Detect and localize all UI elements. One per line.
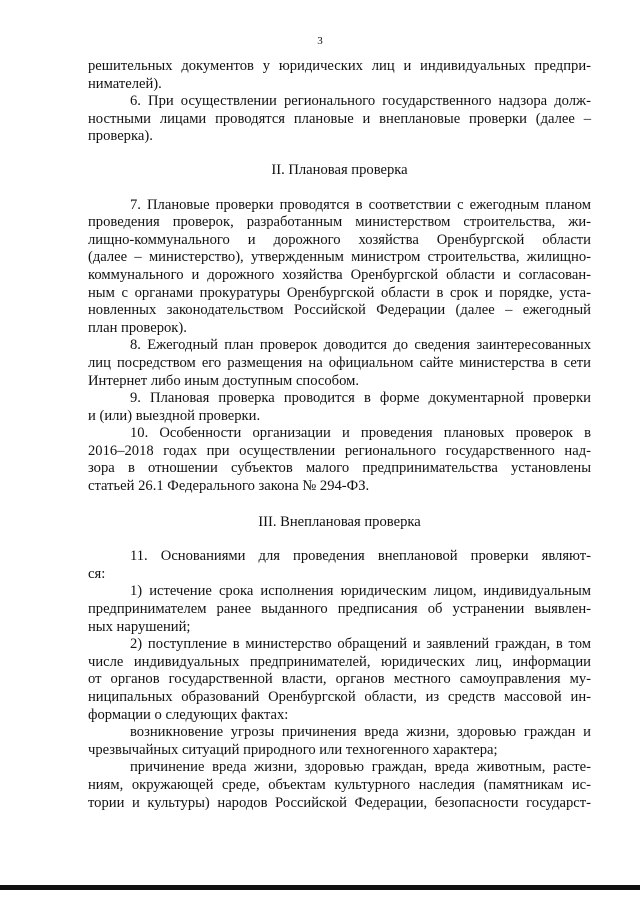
page-number: 3 xyxy=(317,35,323,47)
fact-1-line: возникновение угрозы причинения вреда жизни, здоровью граждан и xyxy=(130,724,591,741)
text-line: ных нарушений; xyxy=(88,618,191,635)
text-line: тории и культуры) народов Российской Федерации, безопасности государст- xyxy=(88,794,591,811)
text-line: лиц посредством его размещения на официальном сайте министерства в сети xyxy=(88,354,591,371)
text-line: от органов государственной власти, органов местного самоуправления му- xyxy=(88,671,591,688)
text-line: Интернет либо иным доступным способом. xyxy=(88,372,359,389)
section-heading-ii: II. Плановая проверка xyxy=(271,161,408,178)
text-line: лищно-коммунального и дорожного хозяйства Оренбургской области xyxy=(88,231,591,248)
bottom-rule xyxy=(0,885,640,890)
fact-2-line: причинение вреда жизни, здоровью граждан, вреда животным, расте- xyxy=(130,759,591,776)
text-line: числе индивидуальных предпринимателей, юридических лиц, информации xyxy=(88,653,591,670)
paragraph-10-line: 10. Особенности организации и проведения плановых проверок в xyxy=(130,425,591,442)
paragraph-8-line: 8. Ежегодный план проверок доводится до сведения заинтересованных xyxy=(130,337,591,354)
text-line: предпринимателем ранее выданного предписания об устранении выявлен- xyxy=(88,601,591,618)
paragraph-9-line: 9. Плановая проверка проводится в форме документарной проверки xyxy=(130,390,591,407)
text-line: коммунального и дорожного хозяйства Оренбургской области и согласован- xyxy=(88,266,591,283)
text-line: ностными лицами проводятся плановые и внеплановые проверки (далее – xyxy=(88,110,591,127)
text-line: статьей 26.1 Федерального закона № 294-ФЗ. xyxy=(88,478,370,495)
text-line: (далее – министерство), утвержденным министром строительства, жилищно- xyxy=(88,249,591,266)
item-2-line: 2) поступление в министерство обращений и заявлений граждан, в том xyxy=(130,636,591,653)
text-line: ниям, окружающей среде, объектам культурного наследия (памятникам ис- xyxy=(88,776,591,793)
text-line: зора в отношении субъектов малого предпринимательства установлены xyxy=(88,460,591,477)
text-line: ниципальных образований Оренбургской области, из средств массовой ин- xyxy=(88,689,591,705)
text-line: новленных законодательством Российской Федерации (далее – ежегодный xyxy=(88,302,591,319)
text-line: формации о следующих фактах: xyxy=(88,706,289,723)
text-line: проверка). xyxy=(88,128,153,145)
section-heading-iii: III. Внеплановая проверка xyxy=(258,513,421,530)
text-line: ся: xyxy=(88,565,106,582)
text-line: проведения проверок, разработанным министерством строительства, жи- xyxy=(88,214,591,231)
text-line: и (или) выездной проверки. xyxy=(88,407,261,424)
paragraph-11-line: 11. Основаниями для проведения внеплановой проверки являют- xyxy=(130,548,591,565)
text-line: 2016–2018 годах при осуществлении регионального государственного над- xyxy=(88,442,591,459)
text-line: решительных документов у юридических лиц и индивидуальных предпри- xyxy=(88,58,591,74)
text-line: план проверок). xyxy=(88,319,187,336)
text-line: ным с органами прокуратуры Оренбургской области в срок и порядке, уста- xyxy=(88,284,591,301)
document-body xyxy=(88,58,591,812)
paragraph-6-line: 6. При осуществлении регионального государственного надзора долж- xyxy=(130,93,591,110)
text-line: нимателей). xyxy=(88,75,162,92)
paragraph-7-line: 7. Плановые проверки проводятся в соответствии с ежегодным планом xyxy=(130,196,591,213)
text-line: чрезвычайных ситуаций природного или техногенного характера; xyxy=(88,741,498,758)
item-1-line: 1) истечение срока исполнения юридическим лицом, индивидуальным xyxy=(130,583,591,600)
